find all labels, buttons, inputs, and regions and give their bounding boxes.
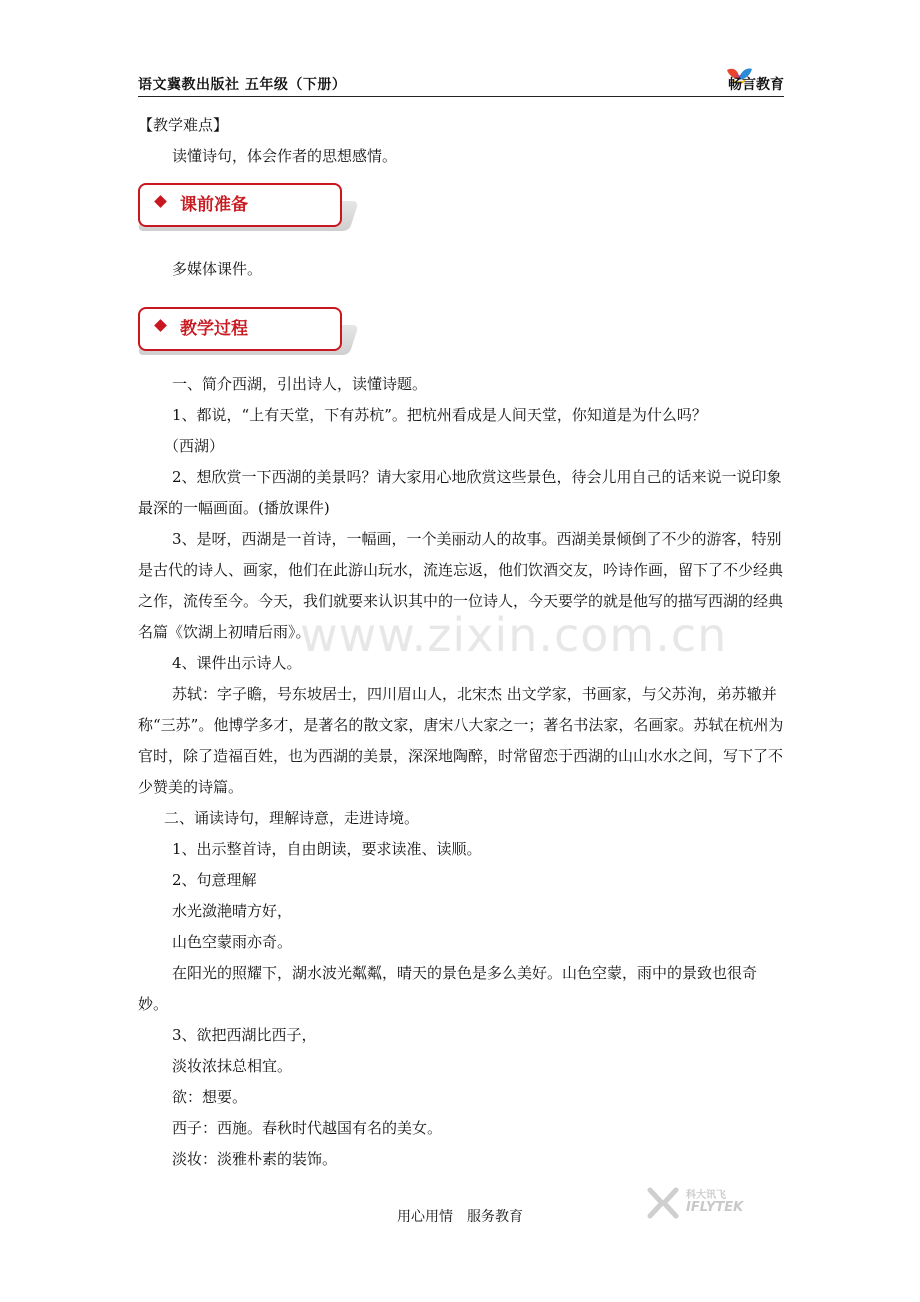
watermark: www.zixin.com.cn [300,608,728,662]
header-brand: 畅言教育 [728,77,784,93]
difficulty-text: 读懂诗句，体会作者的思想感情。 [172,147,398,165]
process-heading-1: 一、简介西湖，引出诗人，读懂诗题。 [172,375,428,393]
process-item-4: 4、课件出示诗人。 [172,654,302,672]
process-heading-2: 二、诵读诗句，理解诗意，走进诗境。 [164,809,420,827]
difficulty-heading: 【教学难点】 [138,116,229,134]
prep-section-title: 课前准备 [180,195,248,215]
prep-text-block [138,254,784,285]
process-section-title: 教学过程 [180,319,248,339]
process-item-5: 1、出示整首诗，自由朗读，要求读准、读顺。 [172,840,482,858]
process-answer: （西湖） [164,437,225,455]
page-footer: 用心用情 服务教育 [397,1209,523,1225]
poem-explanation: 在阳光的照耀下，湖水波光粼粼，晴天的景色是多么美好。山色空蒙，雨中的景致也很奇妙。 [138,964,758,1013]
gloss-yu: 欲：想要。 [172,1088,248,1106]
poet-bio: 苏轼：字子瞻，号东坡居士，四川眉山人，北宋杰 出文学家，书画家，与父苏洵，弟苏辙并称“三苏”。他博学多才，是著名的散文家，唐宋八大家之一；著名书法家，名画家。苏轼在杭州为官时，除了造福百姓，也为西湖的美景，深深地陶醉，时常留恋于西湖的山山水水之间，写下了不少赞美的诗篇。 [138,685,784,796]
prep-section-banner [138,183,354,235]
process-item-2: 2、想欣赏一下西湖的美景吗？请大家用心地欣赏这些景色，待会儿用自己的话来说一说印象最深的一幅画面。(播放课件) [138,468,782,517]
process-body [138,369,784,1175]
gloss-danzhuang: 淡妆：淡雅朴素的装饰。 [172,1150,338,1168]
poem-line-1: 水光潋滟晴方好， [172,902,293,920]
iflytek-sub: IFLYTEK [686,1200,744,1215]
process-item-1: 1、都说，“上有天堂，下有苏杭”。把杭州看成是人间天堂，你知道是为什么吗？ [172,406,707,424]
iflytek-logo [646,1186,766,1220]
iflytek-name: 科大讯飞 [686,1190,726,1201]
difficulty-section [138,110,784,172]
poem-line-4: 淡妆浓抹总相宜。 [172,1057,293,1075]
poem-line-2: 山色空蒙雨亦奇。 [172,933,293,951]
header-textbook-label: 语文冀教出版社 五年级（下册） [138,77,347,93]
gloss-xizi: 西子：西施。春秋时代越国有名的美女。 [172,1119,443,1137]
iflytek-mark-icon [646,1186,680,1220]
process-item-3: 3、是呀，西湖是一首诗，一幅画，一个美丽动人的故事。西湖美景倾倒了不少的游客，特别是古代的诗人、画家，他们在此游山玩水，流连忘返，他们饮酒交友，吟诗作画，留下了不少经典之作，流传至今。今天，我们就要来认识其中的一位诗人，今天要学的就是他写的描写西湖的经典名篇《饮湖上初晴后雨》。 [138,530,784,641]
process-item-6: 2、句意理解 [172,871,257,889]
poem-line-3: 3、欲把西湖比西子， [172,1026,317,1044]
process-section-banner [138,307,354,359]
page-header [138,70,784,97]
prep-text: 多媒体课件。 [172,260,263,278]
